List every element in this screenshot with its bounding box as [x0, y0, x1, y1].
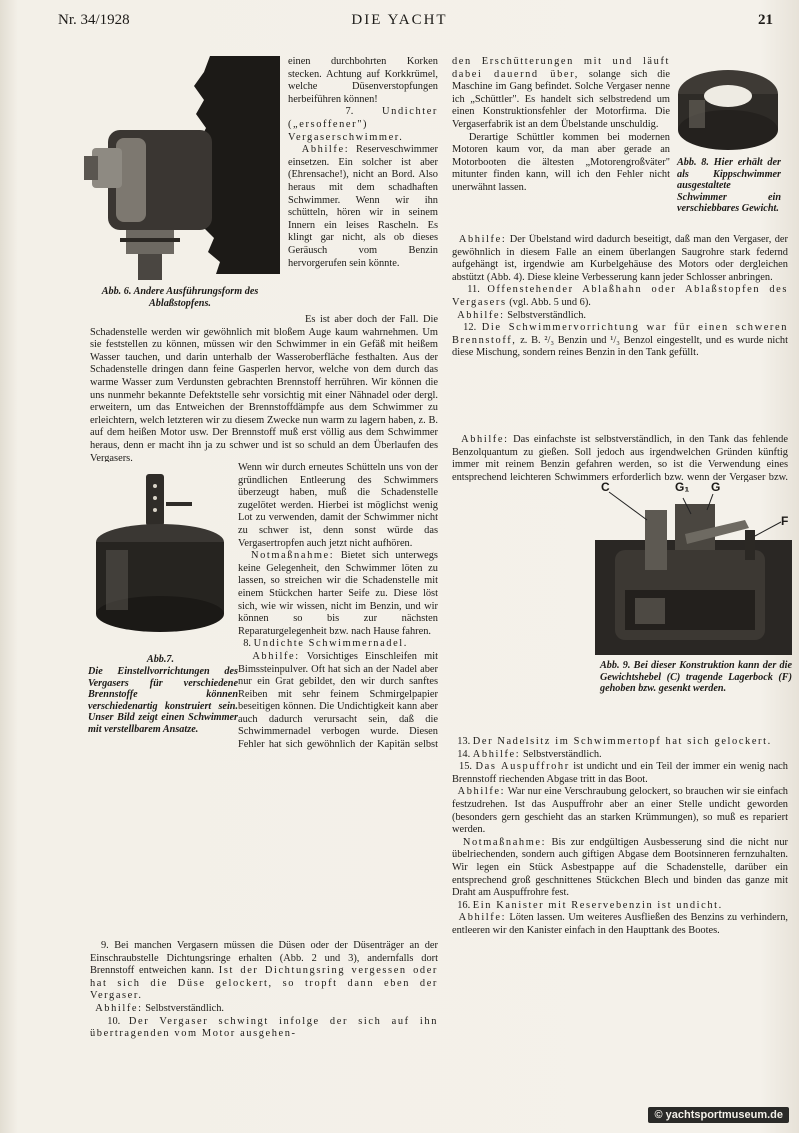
col2-heading-11: 11. Offenstehender Ablaßhahn oder Ablaßstopfen des Vergasers (vgl. Abb. 5 und 6).: [452, 284, 788, 308]
fig9-caption: Abb. 9. Bei dieser Konstruktion kann der die Gewichtshebel (C) tragende Lagerbock (F) gehoben bzw. gesenkt werden.: [600, 660, 792, 695]
right-column-upper: [452, 56, 670, 232]
col2-paragraph: Abhilfe: Selbstverständlich.: [457, 309, 587, 321]
fig9-float-chamber-photo: [595, 480, 792, 655]
right-column-main: [452, 234, 788, 434]
fig7-caption-title: Abb.7.: [146, 654, 175, 665]
col1-paragraph: Abhilfe: Vorsichtiges Einschleifen mit Bimssteinpulver. Oft hat sich an der Nadel aber nur ein Grat gebildet, den wir durch sanftes Reiben mit sehr feinem Schmirgelpapier beseitigen können. Die Undichtigkeit kann aber auch dadurch verursacht sein, daß die Schwimmernadel verbogen wurde. Diesen Fehler hat sich gewöhnlich der Kapitän selbst: [238, 650, 438, 751]
col1-heading-8: 8. Undichte Schwimmernadel.: [243, 638, 408, 650]
fig9-label-c: C: [601, 480, 610, 494]
col1-heading-10: 10. Der Vergaser schwingt infolge der sich auf ihn übertragenden vom Motor ausgehen-: [90, 1015, 438, 1040]
fig6-drain-plug-photo: [80, 52, 280, 284]
fig9-label-g1: G₁: [675, 480, 690, 494]
page-number: 21: [758, 12, 773, 28]
col2-paragraph: Abhilfe: Der Übelstand wird dadurch beseitigt, daß man den Vergaser, der gewöhnlich in diesem Falle an einem überlangen Saugrohre stark federnd aufgehängt ist, irgendwie am Kurbelgehäuse des Motors oder dergleichen abstützt (Abb. 4). Diese kleine Verbesserung kann jeder Schlosser anbringen.: [452, 234, 788, 283]
left-column-lower: [90, 940, 438, 1080]
fig8-tilting-float-photo: [675, 60, 781, 152]
magazine-title: DIE YACHT: [351, 12, 448, 28]
issue-number: Nr. 34/1928: [58, 12, 130, 28]
fig7-caption-text: Die Einstellvorrichtungen des Vergasers für verschiedene Brennstoffe können verschiedenartig konstruiert sein. Unser Bild zeigt einen Schwimmer mit verstellbarem Ansatze.: [88, 666, 238, 735]
left-column-middle: [90, 314, 438, 462]
left-column-upper: [288, 56, 438, 314]
col2-heading-16: 16. Ein Kanister mit Reservebenzin ist undicht.: [457, 899, 723, 911]
col2-paragraph: Notmaßnahme: Bis zur endgültigen Ausbesserung sind die nicht nur übelriechenden, sondern auch giftigen Abgase dem Bootsinneren fernzuhalten. Wir legen ein Stück Asbestpappe auf die Schadenstelle, darüber ein entsprechend groß geschnittenes Stückchen Blech und binden das ganze mit Draht am Auspuffrohre fest.: [452, 836, 788, 899]
col2-paragraph: Abhilfe: Löten lassen. Um weiteres Ausfließen des Benzins zu verhindern, entleeren wir den Kanister einfach in den Haupttank des Bootes.: [452, 912, 788, 936]
fig6-caption: Abb. 6. Andere Ausführungsform des Ablaßstopfens.: [101, 286, 259, 309]
col2-heading-13: 13. Der Nadelsitz im Schwimmertopf hat sich gelockert.: [457, 736, 772, 747]
col1-paragraph: Es ist aber doch der Fall. Die Schadenstelle werden wir gewöhnlich mit bloßem Auge kaum wahrnehmen. Um sie feststellen zu können, müssen wir den Schwimmer in ein Gefäß mit heißem Wasser tauchen, und darin unterhalb der Wasseroberfläche festhalten. Aus der Schadenstelle dringen dann feine Gasperlen hervor, welche von dem durch das warme Wasser zum Verdunsten gebrachten Brennstoff herrühren. Wir können die uns nunmehr bekannte Defektstelle sehr vorsichtig mit einer Nähnadel oder dergl. erweitern, um das Entweichen der Brennstoffdämpfe aus dem Schwimmer zu erleichtern, welch letzteren wir zu diesem Zwecke nun warm zu lagern haben, z. B. auf dem heißen Motor usw. Der Brennstoff muß erst völlig aus dem Schwimmer heraus, denn er macht ihn ja zu schwer und ist so schuld an dem Überlaufen des Vergasers.: [90, 314, 438, 462]
col1-heading-7: 7. Undichter („ersoffener") Vergaserschwimmer.: [288, 106, 438, 143]
col2-paragraph: den Erschütterungen mit und läuft dabei dauernd über, solange sich die Maschine im Gang befindet. Solche Vergaser nenne ich „Schüttler". Es handelt sich selbstredend um einen Konstruktionsfehler der Motorfirma. Die Vergaserfabrik ist an dem Übelstande unschuldig.: [452, 56, 670, 130]
col1-paragraph: einen durchbohrten Korken stecken. Achtung auf Korkkrümel, welche Düsenverstopfungen herbeiführen können!: [288, 56, 438, 105]
fig9-label-g: G: [711, 480, 721, 494]
fig8-caption: Abb. 8. Hier erhält der als Kippschwimmer ausgestaltete Schwimmer ein verschiebbares Gewicht.: [677, 157, 781, 215]
col1-paragraph: 9. Bei manchen Vergasern müssen die Düsen oder der Düsenträger an der Einschraubstelle Dichtungsringe erhalten (Abb. 2 und 3), andernfalls dort Brennstoff entweichen kann. Ist der Dichtungsring vergessen oder hat sich die Düse gelockert, so tropft dann eben der Vergaser.: [90, 940, 438, 1002]
fig9-label-f: F: [781, 514, 789, 528]
col2-heading-12: 12. Die Schwimmervorrichtung war für einen schweren Brennstoff, z. B. ²/₃ Benzin und ¹/₃ Benzol eingestellt, und es wurde nicht diese Mischung, sondern reines Benzin in den Tank gefüllt.: [452, 322, 788, 359]
col1-paragraph: Wenn wir durch erneutes Schütteln uns von der gründlichen Entleerung des Schwimmers überzeugt haben, muß die Schadenstelle zugelötet werden. Hierbei ist möglichst wenig Lot zu verwenden, damit der Schwimmer nicht zu schwer ist, denn sonst würde das Vergasertropfen auch jetzt nicht aufhören.: [238, 462, 438, 549]
col1-paragraph: Abhilfe: Selbstverständlich.: [95, 1002, 225, 1014]
right-column-bottom: [452, 736, 788, 1086]
fig7-float-photo: [88, 470, 233, 650]
col2-paragraph: Derartige Schüttler kommen bei modernen Motoren kaum vor, da man aber gerade an Motorbooten die ältesten „Motorengroßväter" mitunter finden kann, will ich den Fehler nicht unerwähnt lassen.: [452, 131, 670, 193]
col1-paragraph: Abhilfe: Reserveschwimmer einsetzen. Ein solcher ist aber (Ehrensache!), nicht an Bord. Also heraus mit dem schadhaften Schwimmer. Wenn wir ihn schütteln, hören wir in seinem Innern ein leises Rascheln. Es klingt gar nicht, als ob dieses Geräusch vom Benzin hervorgerufen sein könnte.: [288, 144, 438, 269]
right-column-abhilfe-12: [452, 434, 788, 482]
left-column-beside-fig7: [238, 462, 438, 752]
col2-heading-15: 15. Das Auspuffrohr ist undicht und ein Teil der immer ein wenig nach Brennstoff riechenden Abgase tritt in das Boot.: [452, 761, 788, 785]
col1-paragraph: Notmaßnahme: Bietet sich unterwegs keine Gelegenheit, den Schwimmer löten zu lassen, so streichen wir die Schadenstelle mit einem Stückchen harter Seife zu. Diese löst sich, wie wir wissen, nicht im Benzin, und wir können so bis zur nächsten Reparaturgelegenheit bzw. nach Hause fahren.: [238, 550, 438, 637]
col2-paragraph: Abhilfe: War nur eine Verschraubung gelockert, so brauchen wir sie einfach festzudrehen. Ist das Auspuffrohr aber an einer Stelle undicht geworden (besonders gern geschieht das an starken Krümmungen), so muß es repariert werden.: [452, 786, 788, 836]
col2-heading-14: 14. Abhilfe: Selbstverständlich.: [457, 748, 602, 760]
copyright-watermark: © yachtsportmuseum.de: [648, 1107, 789, 1123]
col2-paragraph: Abhilfe: Das einfachste ist selbstverständlich, in den Tank das fehlende Benzolquantum zu gießen. Soll jedoch aus irgendwelchen Gründen künftig immer mit reinem Benzin gefahren werden, so ist die Verwendung eines entsprechend leichteren Schwimmers erforderlich bzw. wenn der Vergaser bzw.: [452, 434, 788, 482]
